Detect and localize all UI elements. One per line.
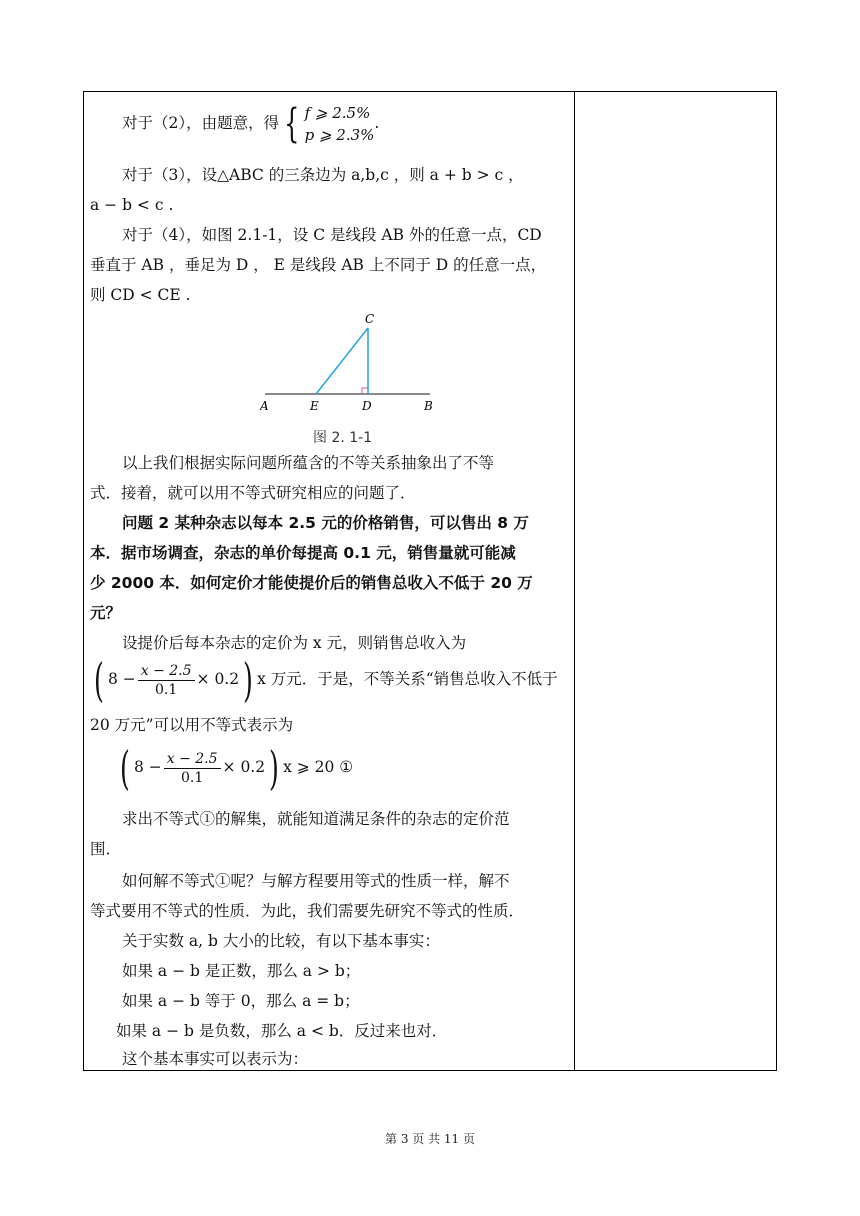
expr-eight-minus: 8 − xyxy=(107,670,136,688)
properties-line1: 如何解不等式①呢？与解方程要用等式的性质一样，解不 xyxy=(122,872,510,890)
solve-set-line1: 求出不等式①的解集，就能知道满足条件的杂志的定价范 xyxy=(122,810,510,828)
expr-times: × 0.2 xyxy=(196,670,240,688)
right-angle-mark xyxy=(362,388,368,394)
geometry-figure xyxy=(260,311,440,416)
label-c: C xyxy=(365,312,375,326)
ineq-fraction-denominator: 0.1 xyxy=(181,769,204,786)
solve-set-line2: 围． xyxy=(90,840,122,858)
solution-expression-line xyxy=(90,653,558,707)
label-b: B xyxy=(424,399,433,413)
para-case-4-line2: 垂直于 AB ，垂足为 D ， E 是线段 AB 上不同于 D 的任意一点， xyxy=(90,256,547,274)
para-case-2 xyxy=(122,102,379,146)
problem-2-line2: 本．据市场调查，杂志的单价每提高 0.1 元，销售量就可能减 xyxy=(90,544,516,562)
problem-2-line1: 问题 2 某种杂志以每本 2.5 元的价格销售，可以售出 8 万 xyxy=(122,514,529,532)
fraction xyxy=(138,662,195,699)
para-abstract-line2: 式．接着，就可以用不等式研究相应的问题了． xyxy=(90,484,416,502)
inequality-1 xyxy=(116,741,354,795)
ineq-left-paren: ( xyxy=(120,741,130,795)
fact-negative: 如果 a − b 是负数，那么 a < b．反过来也对． xyxy=(116,1022,448,1040)
fact-intro: 关于实数 a, b 大小的比较，有以下基本事实： xyxy=(122,932,440,950)
ineq-times: × 0.2 xyxy=(222,758,266,776)
fact-positive: 如果 a − b 是正数，那么 a > b； xyxy=(122,962,361,980)
case-period: . xyxy=(374,114,380,132)
label-d: D xyxy=(362,399,372,413)
fraction-denominator: 0.1 xyxy=(155,681,178,698)
solution-line1: 设提价后每本杂志的定价为 x 元，则销售总收入为 xyxy=(122,634,467,652)
case-f: f ⩾ 2.5% xyxy=(304,104,371,122)
column-divider xyxy=(574,91,575,1071)
solution-line2-tail: x 万元．于是，不等关系“销售总收入不低于 xyxy=(257,670,558,688)
para-case-3-line2: a − b < c . xyxy=(90,196,174,214)
ineq-fraction-numerator: x − 2.5 xyxy=(164,750,221,769)
para-case-4-line3: 则 CD < CE . xyxy=(90,286,191,304)
cases-block xyxy=(305,102,375,146)
para-case-4-line1: 对于（4），如图 2.1-1，设 C 是线段 AB 外的任意一点，CD xyxy=(122,226,542,244)
ineq-right-paren: ) xyxy=(269,741,280,795)
brace: { xyxy=(284,101,300,147)
ineq-tail: x ⩾ 20 ① xyxy=(283,758,354,776)
problem-2-line3: 少 2000 本．如何定价才能使提价后的销售总收入不低于 20 万 xyxy=(90,574,533,592)
ineq-fraction xyxy=(164,750,221,787)
para-abstract-line1: 以上我们根据实际问题所蕴含的不等关系抽象出了不等 xyxy=(122,454,495,472)
main-content xyxy=(90,96,568,1068)
segment-ce xyxy=(316,328,368,394)
case-intro: 对于（2），由题意，得 xyxy=(122,114,280,132)
fraction-numerator: x − 2.5 xyxy=(138,662,195,681)
properties-line2: 等式要用不等式的性质．为此，我们需要先研究不等式的性质． xyxy=(90,902,525,920)
left-paren: ( xyxy=(94,653,104,707)
case-p: p ⩾ 2.3% xyxy=(304,126,375,144)
fact-zero: 如果 a − b 等于 0，那么 a = b； xyxy=(122,992,360,1010)
right-paren: ) xyxy=(243,653,254,707)
ineq-eight-minus: 8 − xyxy=(133,758,162,776)
page-footer: 第 3 页 共 11 页 xyxy=(385,1132,475,1146)
figure-caption: 图 2. 1-1 xyxy=(313,430,373,446)
problem-2-line4: 元？ xyxy=(90,604,122,622)
para-case-3-line1: 对于（3），设△ABC 的三条边为 a,b,c ，则 a + b > c ， xyxy=(122,166,524,184)
solution-line3: 20 万元”可以用不等式表示为 xyxy=(90,716,294,734)
fact-expression-intro: 这个基本事实可以表示为： xyxy=(122,1050,309,1068)
label-e: E xyxy=(310,399,319,413)
label-a: A xyxy=(260,399,269,413)
